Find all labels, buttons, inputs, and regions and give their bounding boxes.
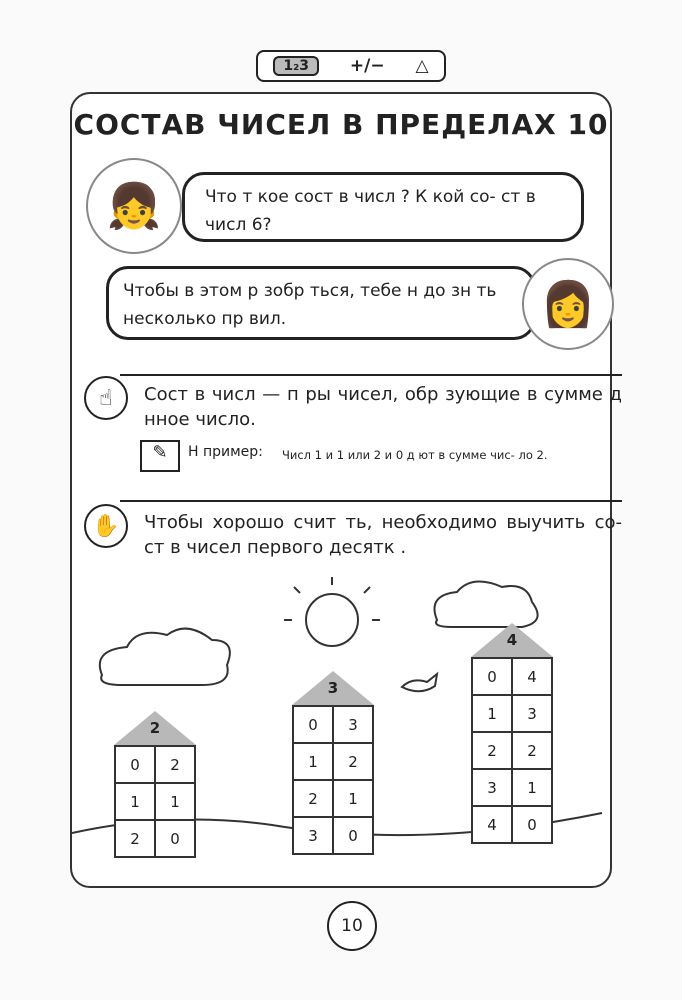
composition-table [114,745,196,858]
table-row [472,695,552,732]
cloud-left [100,629,230,685]
sun-icon [306,594,358,646]
cell: 2 [333,743,373,780]
tab-numbers[interactable]: 1₂3 [273,56,319,76]
speech-bubble-question [182,172,584,242]
table-row [115,746,195,783]
table-row [293,706,373,743]
house-number-3 [292,671,374,855]
table-row [472,658,552,695]
table-row [472,732,552,769]
house-number: 4 [506,631,518,649]
cell: 1 [293,743,333,780]
cell: 0 [115,746,155,783]
table-row [293,780,373,817]
house-number: 3 [327,679,339,697]
composition-table [292,705,374,855]
divider [120,374,622,376]
cell: 1 [155,783,195,820]
topic-tabs [256,50,446,82]
girl-with-glasses-avatar-icon: 👩 [522,258,614,350]
table-row [293,743,373,780]
cell: 0 [333,817,373,854]
cell: 2 [293,780,333,817]
raised-hand-icon: ✋ [84,504,128,548]
rule-memorize: Чтобы хорошо счит ть, необходимо выучить со- ст в чисел первого десятк . [144,512,622,558]
bird-icon [402,674,437,691]
speech-bubble-answer [106,266,536,340]
example-label: Н пример: [188,444,263,460]
table-row [472,806,552,843]
notepad-pencil-icon: ✎ [140,440,180,472]
house-roof [114,711,196,745]
house-roof [292,671,374,705]
girl-avatar-icon: 👧 [86,158,182,254]
divider [120,500,622,502]
tab-shapes[interactable]: △ [415,56,429,76]
page-number: 10 [327,901,377,951]
cell: 2 [115,820,155,857]
cell: 2 [155,746,195,783]
cell: 0 [293,706,333,743]
tab-operations[interactable]: +/− [349,56,385,76]
cell: 3 [293,817,333,854]
cell: 1 [115,783,155,820]
cell: 2 [512,732,552,769]
table-row [115,820,195,857]
table-row [293,817,373,854]
composition-table [471,657,553,844]
cell: 4 [512,658,552,695]
table-row [472,769,552,806]
cell: 4 [472,806,512,843]
cell: 3 [512,695,552,732]
example-text: Числ 1 и 1 или 2 и 0 д ют в сумме чис- ло 2. [282,448,548,462]
cell: 2 [472,732,512,769]
sun-rays [284,577,380,620]
house-number: 2 [149,719,161,737]
question-text: Что т кое сост в числ ? К кой со- ст в числ 6? [205,187,536,235]
pointing-hand-icon: ☝ [84,376,128,420]
cell: 1 [472,695,512,732]
rule-definition: Сост в числ — п ры чисел, обр зующие в сумме д нное число. [144,384,622,430]
cloud-right [435,582,538,627]
cell: 1 [512,769,552,806]
cell: 3 [472,769,512,806]
cell: 3 [333,706,373,743]
cell: 0 [512,806,552,843]
cell: 0 [472,658,512,695]
house-number-2 [114,711,196,858]
cell: 1 [333,780,373,817]
answer-text: Чтобы в этом р зобр ться, тебе н до зн ть несколько пр вил. [123,281,497,329]
cell: 0 [155,820,195,857]
house-roof [471,623,553,657]
house-number-4 [471,623,553,844]
table-row [115,783,195,820]
page-title: СОСТАВ ЧИСЕЛ В ПРЕДЕЛАХ 10 [73,108,609,141]
